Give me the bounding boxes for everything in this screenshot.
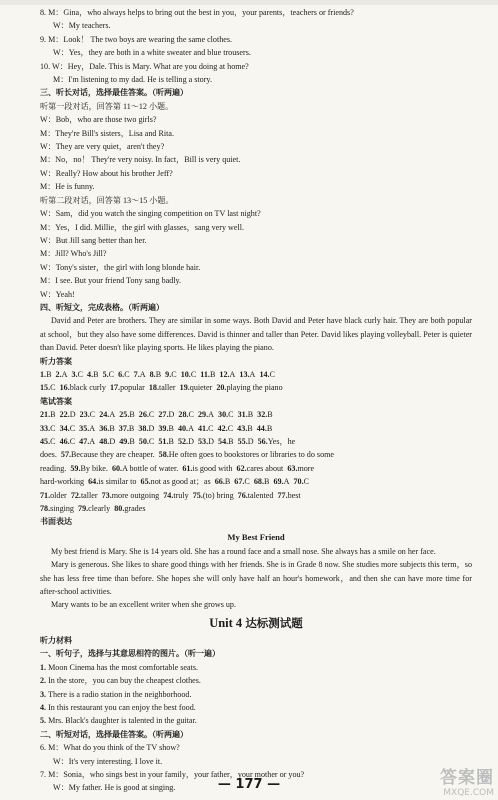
answer-value: B	[266, 423, 273, 433]
answer-number: 63.	[287, 463, 298, 473]
dialog-line: M：They're Bill's sisters，Lisa and Rita.	[40, 128, 174, 138]
answer-number: 18.	[148, 383, 159, 393]
answer-number: 37.	[118, 423, 129, 433]
watermark-bottom: MXQE.COM	[443, 788, 494, 798]
answer-value: C	[171, 369, 177, 379]
answer-number: 7.	[133, 369, 140, 379]
answer-value: B	[224, 477, 231, 487]
answer-number: 10.	[180, 369, 191, 379]
answer-number: 24.	[99, 410, 110, 420]
answer-value: A	[249, 369, 256, 379]
answer-value: C	[69, 437, 76, 446]
answer-number: 17.	[109, 383, 121, 393]
dialog-line: M：He is funny.	[40, 182, 95, 192]
dialog-line: W：But Jill sang better than her.	[40, 235, 147, 245]
answer-number: 35.	[79, 423, 90, 433]
answer-number: 21.	[40, 410, 51, 420]
answer-value: B	[168, 437, 174, 446]
answer-row	[40, 489, 472, 502]
answer-value: A	[229, 369, 236, 379]
dialog-heading: 听第二段对话，回答第 13～15 小题。	[40, 195, 174, 205]
dialog-line: M：Jill? Who's Jill?	[40, 249, 107, 259]
answer-value: B	[267, 410, 273, 420]
answer-value: Yes，he	[267, 437, 296, 446]
answer-value: cares about	[246, 463, 284, 473]
essay-paragraph: Mary is generous. She likes to share good things with her friends. She is in Grade 8 now. She studies more subjects this term，so she has less free time than before. She hopes she will only have half an hour's homework，and then she can have more time for after-school activities.	[40, 560, 472, 597]
page-number: — 177 —	[217, 777, 281, 792]
answer-value: C	[77, 369, 83, 379]
answer-value: singing	[50, 504, 74, 514]
dialog-line: 10. W：Hey，Dale. This is Mary. What are you doing at home?	[40, 61, 249, 71]
sentence-number: 4.	[40, 702, 49, 712]
answer-value: taller	[80, 490, 98, 500]
answer-value: C	[124, 369, 130, 379]
answer-value: D	[247, 437, 254, 446]
answer-number: 30.	[218, 410, 229, 420]
dialog-heading: 听第一段对话，回答第 11～12 小题。	[40, 101, 174, 111]
answer-value: D	[208, 437, 214, 446]
sentence-number: 3.	[40, 689, 49, 699]
dialog-line: M：I see. But your friend Tony sang badly.	[40, 276, 182, 286]
answer-row	[40, 448, 472, 461]
answer-value: older	[50, 490, 67, 500]
answer-value: grades	[124, 504, 146, 514]
answer-number: 53.	[197, 437, 209, 446]
answer-value: C	[244, 477, 250, 487]
answer-number: 55.	[237, 437, 248, 446]
unit-title	[40, 614, 472, 632]
answer-number: 48.	[99, 437, 110, 446]
answer-value: C	[50, 383, 56, 393]
listening-sentences	[40, 661, 472, 728]
answer-value: hard-working	[40, 477, 85, 487]
answer-value: A	[89, 423, 96, 433]
sentence-text: In this restaurant you can enjoy the best food.	[48, 702, 196, 712]
answer-value: reading.	[40, 463, 67, 473]
answer-value: is good with	[192, 463, 233, 473]
sentence-text: There is a radio station in the neighborhood.	[48, 689, 192, 699]
answer-number: 77.	[277, 490, 288, 500]
answer-value: A	[61, 369, 68, 379]
answer-value: A bottle of water.	[122, 463, 179, 473]
answer-value: By bike.	[80, 463, 108, 473]
answer-number: 44.	[256, 423, 267, 433]
sentence-number: 1.	[40, 662, 49, 672]
answer-value: black curly	[69, 383, 106, 393]
dialog-line: M：No，no！ They're very noisy. In fact，Bill is very quiet.	[40, 155, 241, 165]
answer-value: more outgoing	[111, 490, 160, 500]
answer-number: 50.	[138, 437, 149, 446]
answer-value: B	[247, 423, 253, 433]
dialog-line: W：Bob，who are those two girls?	[40, 115, 157, 125]
answer-number: 2.	[55, 369, 62, 379]
answer-number: 27.	[158, 410, 169, 420]
answer-number: 60.	[111, 463, 123, 473]
dialog-line: M：Yes，I did. Millie，the girl with glasses，sang very well.	[40, 222, 244, 232]
answer-value: C	[69, 423, 76, 433]
sentence	[40, 674, 472, 687]
answer-number: 43.	[237, 423, 248, 433]
answer-value: B	[50, 410, 56, 420]
answer-number: 13.	[239, 369, 250, 379]
sentence-text: Mrs. Black's daughter is talented in the guitar.	[48, 716, 197, 726]
answer-number: 28.	[178, 410, 189, 420]
answer-number: 29.	[197, 410, 209, 420]
answer-row	[40, 368, 472, 381]
answer-number: 66.	[214, 477, 225, 487]
answer-number: 49.	[119, 437, 130, 446]
dialog-line: W：Tony's sister，the girl with long blonde hair.	[40, 262, 201, 272]
answer-number: 75.	[192, 490, 203, 500]
answer-number: 11.	[200, 369, 210, 379]
sentence-text: Moon Cinema has the most comfortable seats.	[48, 662, 199, 672]
answer-number: 5.	[102, 369, 109, 379]
answer-value: truly	[173, 490, 189, 500]
answer-number: 52.	[177, 437, 189, 446]
answer-number: 67.	[234, 477, 245, 487]
answer-number: 39.	[158, 423, 169, 433]
answer-value: D	[168, 410, 175, 420]
dialogs-8-10	[40, 6, 472, 86]
sentence-number: 2.	[40, 676, 49, 686]
answer-number: 59.	[70, 463, 81, 473]
answer-value: not as good at；as	[150, 477, 211, 487]
answer-value: B	[264, 477, 270, 487]
answer-value: C	[190, 369, 197, 379]
answer-value: C	[228, 410, 234, 420]
answer-number: 68.	[253, 477, 264, 487]
answer-value: B	[129, 410, 135, 420]
written-answers	[40, 408, 472, 515]
answer-value: C	[208, 423, 214, 433]
sentence-text: In the store，you can buy the cheapest clothes.	[48, 676, 201, 686]
answer-number: 58.	[158, 450, 169, 460]
dialog-one	[40, 113, 472, 193]
answer-value: D	[69, 410, 76, 420]
dialog-line: 7. M：Sonia，who sings best in your family，your father，your mother or you?	[40, 769, 305, 779]
dialog-line: 8. M：Gina，who always helps to bring out the best in you，your parents，teachers or friends?	[40, 8, 354, 17]
answer-number: 80.	[114, 504, 125, 514]
answer-value: C	[89, 410, 96, 420]
unit-title-zh: 达标测试题	[245, 615, 303, 630]
answer-number: 79.	[78, 504, 89, 514]
answer-number: 8.	[149, 369, 156, 379]
answer-value: C	[148, 410, 155, 420]
answer-value: B	[93, 369, 99, 379]
answer-number: 69.	[273, 477, 284, 487]
answer-number: 16.	[59, 383, 70, 393]
answer-number: 14.	[259, 369, 270, 379]
answer-number: 4.	[87, 369, 94, 379]
answer-number: 40.	[177, 423, 189, 433]
sentence	[40, 661, 472, 674]
answer-number: 34.	[59, 423, 70, 433]
answer-number: 32.	[257, 410, 268, 420]
answer-value: D	[109, 437, 116, 446]
dialog-line: 6. M：What do you think of the TV show?	[40, 743, 180, 753]
written-answers-heading: 笔试答案	[40, 396, 72, 406]
answer-number: 46.	[59, 437, 70, 446]
essay-paragraph: Mary wants to be an excellent writer when she grows up.	[51, 600, 236, 610]
answer-number: 65.	[140, 477, 151, 487]
dialog-line: W：Yeah!	[40, 289, 75, 299]
answer-number: 51.	[158, 437, 169, 446]
answer-value: A	[188, 423, 194, 433]
dialog-line: W：Yes，they are both in a white sweater and blue trousers.	[53, 48, 251, 58]
answer-row	[40, 381, 472, 394]
answer-number: 33.	[40, 423, 51, 433]
answer-value: (to) bring	[202, 490, 234, 500]
answer-number: 31.	[237, 410, 248, 420]
answer-value: B	[228, 437, 234, 446]
dialog-two	[40, 207, 472, 301]
writing-heading: 书面表达	[40, 517, 72, 527]
answer-value: C	[148, 437, 155, 446]
answer-value: does.	[40, 450, 57, 460]
dialog-line: W：They are very quiet，aren't they?	[40, 142, 165, 152]
answer-value: best	[287, 490, 301, 500]
answer-number: 1.	[40, 369, 47, 379]
answer-value: D	[188, 437, 194, 446]
unit-title-en: Unit 4	[209, 615, 243, 630]
answer-value: C	[303, 477, 310, 487]
answer-value: B	[247, 410, 254, 420]
answer-number: 3.	[71, 369, 78, 379]
answer-value: A	[109, 410, 116, 420]
section-heading: 三、听长对话，选择最佳答案。（听两遍）	[40, 88, 188, 98]
section-heading: 二、听短对话，选择最佳答案。（听两遍）	[40, 729, 188, 739]
answer-value: C	[188, 410, 194, 420]
answer-value: Because they are cheaper.	[71, 450, 155, 460]
answer-number: 78.	[40, 504, 51, 514]
listening-answers	[40, 368, 472, 395]
answer-number: 41.	[197, 423, 209, 433]
sentence	[40, 701, 472, 714]
answer-value: B	[155, 369, 162, 379]
answer-row	[40, 475, 472, 488]
dialog-line: W：It's very interesting. I love it.	[53, 756, 163, 766]
answer-value: C	[269, 369, 275, 379]
answer-number: 57.	[60, 450, 72, 460]
answer-value: quieter	[189, 383, 213, 393]
answer-number: 36.	[99, 423, 110, 433]
sentence-number: 5.	[40, 716, 49, 726]
answer-value: C	[227, 423, 234, 433]
answer-value: A	[283, 477, 290, 487]
answer-row	[40, 435, 472, 448]
answer-value: clearly	[88, 504, 111, 514]
answer-number: 61.	[182, 463, 193, 473]
answer-number: 19.	[179, 383, 190, 393]
answer-value: C	[50, 423, 56, 433]
answer-value: B	[128, 423, 135, 433]
materials-heading: 听力材料	[40, 635, 72, 645]
scan-top-edge	[0, 0, 498, 5]
answer-number: 6.	[118, 369, 125, 379]
dialog-line: 9. M：Look！ The two boys are wearing the same clothes.	[40, 34, 233, 44]
answer-number: 42.	[217, 423, 228, 433]
watermark-logo	[440, 769, 494, 798]
answer-value: B	[168, 423, 174, 433]
answer-row	[40, 462, 472, 475]
answer-number: 20.	[216, 383, 227, 393]
answer-number: 73.	[101, 490, 112, 500]
answer-value: A	[89, 437, 96, 446]
answer-value: playing the piano	[226, 383, 283, 393]
sentence	[40, 714, 472, 727]
answer-number: 72.	[70, 490, 81, 500]
answer-number: 38.	[138, 423, 149, 433]
sentence	[40, 688, 472, 701]
dialog-line: W：Really? How about his brother Jeff?	[40, 168, 173, 178]
answer-value: is similar to	[98, 477, 137, 487]
answer-number: 25.	[119, 410, 130, 420]
answer-value: A	[208, 410, 214, 420]
answer-number: 47.	[79, 437, 90, 446]
dialog-line: W：My teachers.	[53, 21, 111, 31]
answer-value: taller	[158, 383, 176, 393]
answer-value: talented	[247, 490, 274, 500]
answer-value: B	[129, 437, 135, 446]
section-heading: 四、听短文，完成表格。（听两遍）	[40, 302, 164, 312]
dialog-line: W：Sam，did you watch the singing competition on TV last night?	[40, 209, 261, 219]
answer-row	[40, 502, 472, 515]
answer-number: 45.	[40, 437, 51, 446]
listening-passage: David and Peter are brothers. They are similar in some ways. Both David and Peter have black curly hair. They are both popular at school，but they also have some differences. David is thinner and taller than Peter. David likes playing volleyball. Peter is quieter than David. Peter doesn't like playing sports. He likes playing the piano.	[40, 316, 472, 353]
answer-number: 74.	[163, 490, 174, 500]
listening-answers-heading: 听力答案	[40, 356, 72, 366]
answer-value: C	[50, 437, 56, 446]
answer-number: 76.	[237, 490, 248, 500]
answer-page	[40, 6, 472, 795]
answer-value: B	[46, 369, 52, 379]
answer-number: 56.	[257, 437, 268, 446]
answer-number: 71.	[40, 490, 51, 500]
answer-number: 23.	[79, 410, 90, 420]
section-heading: 一、听句子，选择与其意思相符的图片。（听一遍）	[40, 649, 220, 659]
answer-number: 70.	[293, 477, 304, 487]
answer-value: C	[108, 369, 115, 379]
answer-value: A	[139, 369, 146, 379]
answer-number: 62.	[236, 463, 247, 473]
answer-value: He often goes to bookstores or libraries to do some	[168, 450, 335, 460]
essay-title: My Best Friend	[227, 531, 285, 542]
answer-value: D	[148, 423, 155, 433]
answer-number: 26.	[138, 410, 149, 420]
answer-number: 12.	[219, 369, 230, 379]
dialog-line: W：My father. He is good at singing.	[53, 783, 176, 793]
answer-number: 9.	[165, 369, 172, 379]
watermark-top: 答案圈	[440, 768, 494, 788]
answer-value: B	[209, 369, 216, 379]
answer-value: more	[297, 463, 315, 473]
answer-number: 64.	[88, 477, 99, 487]
answer-value: B	[109, 423, 115, 433]
answer-number: 54.	[218, 437, 229, 446]
answer-number: 22.	[59, 410, 70, 420]
answer-number: 15.	[40, 383, 51, 393]
answer-value: popular	[120, 383, 145, 393]
answer-row	[40, 422, 472, 435]
essay-paragraph: My best friend is Mary. She is 14 years old. She has a round face and a small nose. She always has a smile on her face.	[51, 546, 436, 556]
dialog-line: M：I'm listening to my dad. He is telling a story.	[53, 75, 212, 85]
answer-row	[40, 408, 472, 421]
